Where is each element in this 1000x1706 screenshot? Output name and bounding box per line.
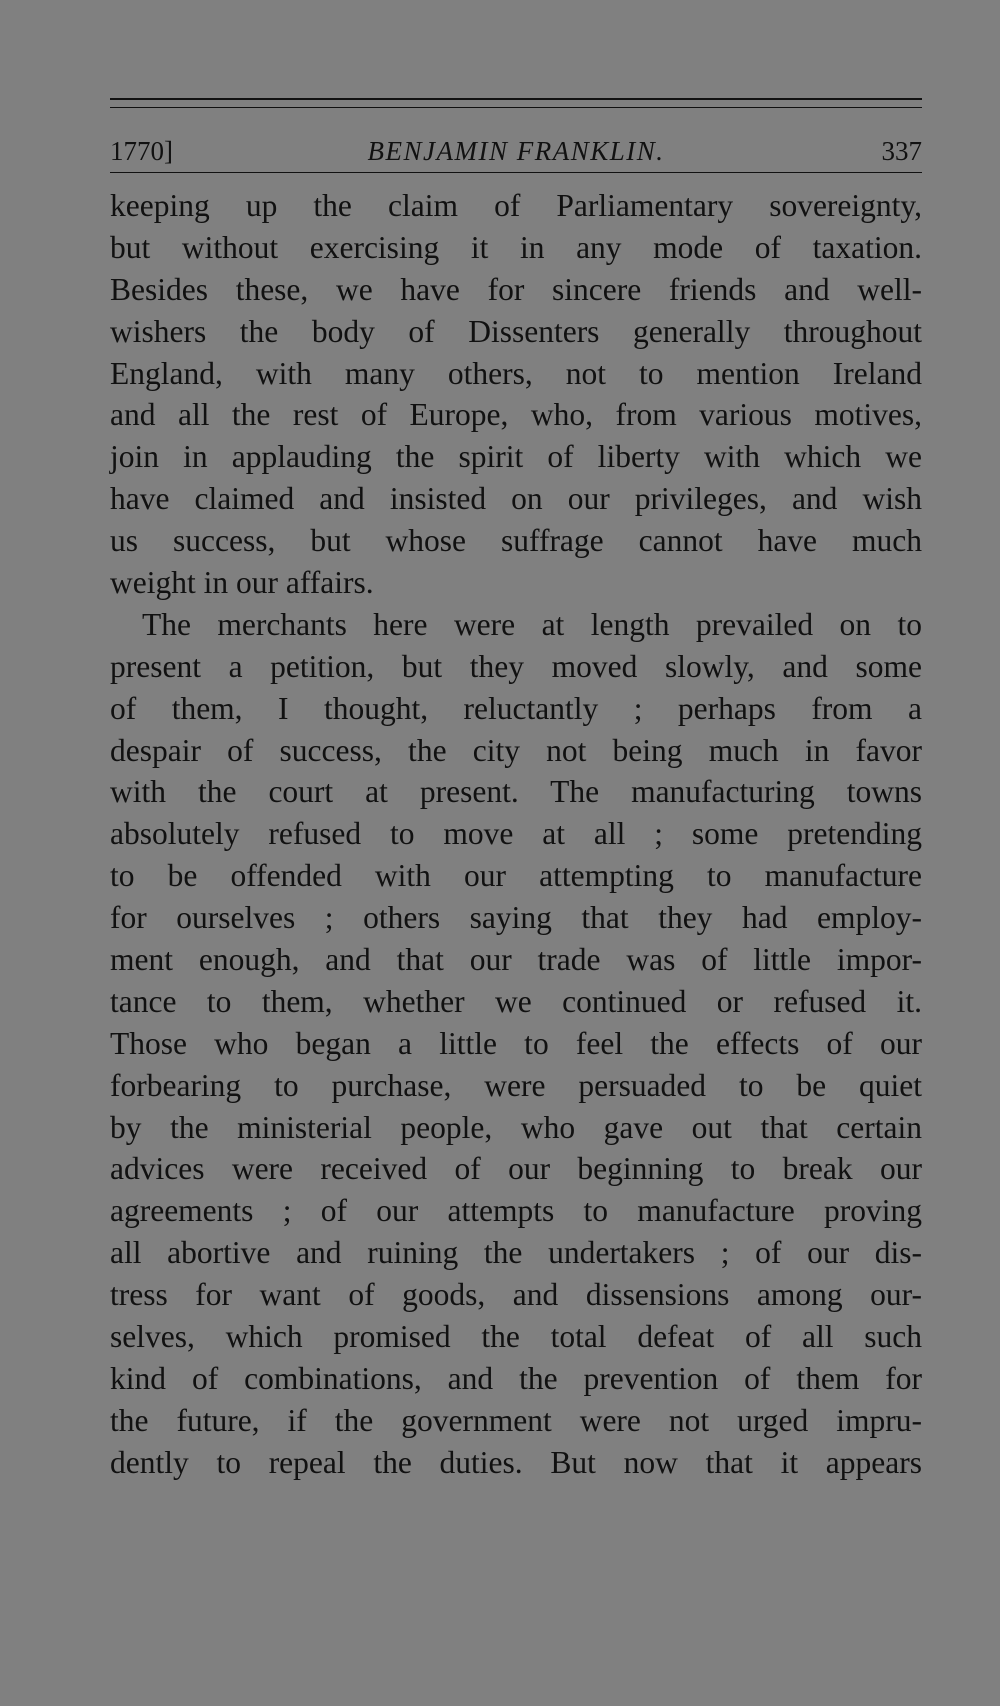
- text-line: the future, if the government were not urged impru-: [110, 1402, 922, 1438]
- text-line: kind of combinations, and the prevention of them for: [110, 1360, 922, 1396]
- text-line: The merchants here were at length prevailed on to: [142, 606, 922, 642]
- text-line: join in applauding the spirit of liberty with which we: [110, 439, 922, 475]
- text-line: with the court at present. The manufacturing towns: [110, 774, 922, 810]
- page-number: 337: [881, 136, 922, 166]
- text-line: all abortive and ruining the undertakers ; of our dis-: [110, 1235, 922, 1271]
- paragraph-2: [110, 604, 922, 1484]
- text-line: to be offended with our attempting to manufacture: [110, 858, 922, 894]
- text-line: but without exercising it in any mode of taxation.: [110, 229, 922, 265]
- text-line: England, with many others, not to mention Ireland: [110, 355, 922, 391]
- text-line: by the ministerial people, who gave out that certain: [110, 1109, 922, 1145]
- text-line: absolutely refused to move at all ; some pretending: [110, 816, 922, 852]
- text-line: and all the rest of Europe, who, from various motives,: [110, 397, 922, 433]
- text-line: have claimed and insisted on our privileges, and wish: [110, 481, 922, 517]
- text-line: dently to repeal the duties. But now that it appears: [110, 1444, 922, 1480]
- text-line: present a petition, but they moved slowly, and some: [110, 648, 922, 684]
- running-header: [110, 108, 922, 172]
- text-line: keeping up the claim of Parliamentary sovereignty,: [110, 188, 922, 223]
- text-line: wishers the body of Dissenters generally throughout: [110, 313, 922, 349]
- paragraph-1: [110, 185, 922, 604]
- header-title: BENJAMIN FRANKLIN.: [367, 136, 665, 166]
- header-year: 1770]: [110, 136, 173, 166]
- text-line: ment enough, and that our trade was of little impor-: [110, 942, 922, 978]
- text-line: tress for want of goods, and dissensions among our-: [110, 1277, 922, 1313]
- text-line: forbearing to purchase, were persuaded to be quiet: [110, 1067, 922, 1103]
- text-line: for ourselves ; others saying that they had employ-: [110, 900, 922, 936]
- text-line: Besides these, we have for sincere friends and well-: [110, 271, 922, 307]
- header-rule: [110, 172, 922, 173]
- text-line: weight in our affairs.: [110, 565, 374, 601]
- text-line: selves, which promised the total defeat of all such: [110, 1319, 922, 1355]
- text-line: Those who began a little to feel the effects of our: [110, 1025, 922, 1061]
- text-line: despair of success, the city not being much in favor: [110, 732, 922, 768]
- text-line: of them, I thought, reluctantly ; perhaps from a: [110, 690, 922, 726]
- header-double-rule-top: [110, 98, 922, 100]
- text-line: advices were received of our beginning to break our: [110, 1151, 922, 1187]
- text-line: agreements ; of our attempts to manufacture proving: [110, 1193, 922, 1229]
- text-line: tance to them, whether we continued or refused it.: [110, 983, 922, 1019]
- book-page: [110, 98, 922, 1484]
- body-text: [110, 185, 922, 1484]
- text-line: us success, but whose suffrage cannot have much: [110, 523, 922, 559]
